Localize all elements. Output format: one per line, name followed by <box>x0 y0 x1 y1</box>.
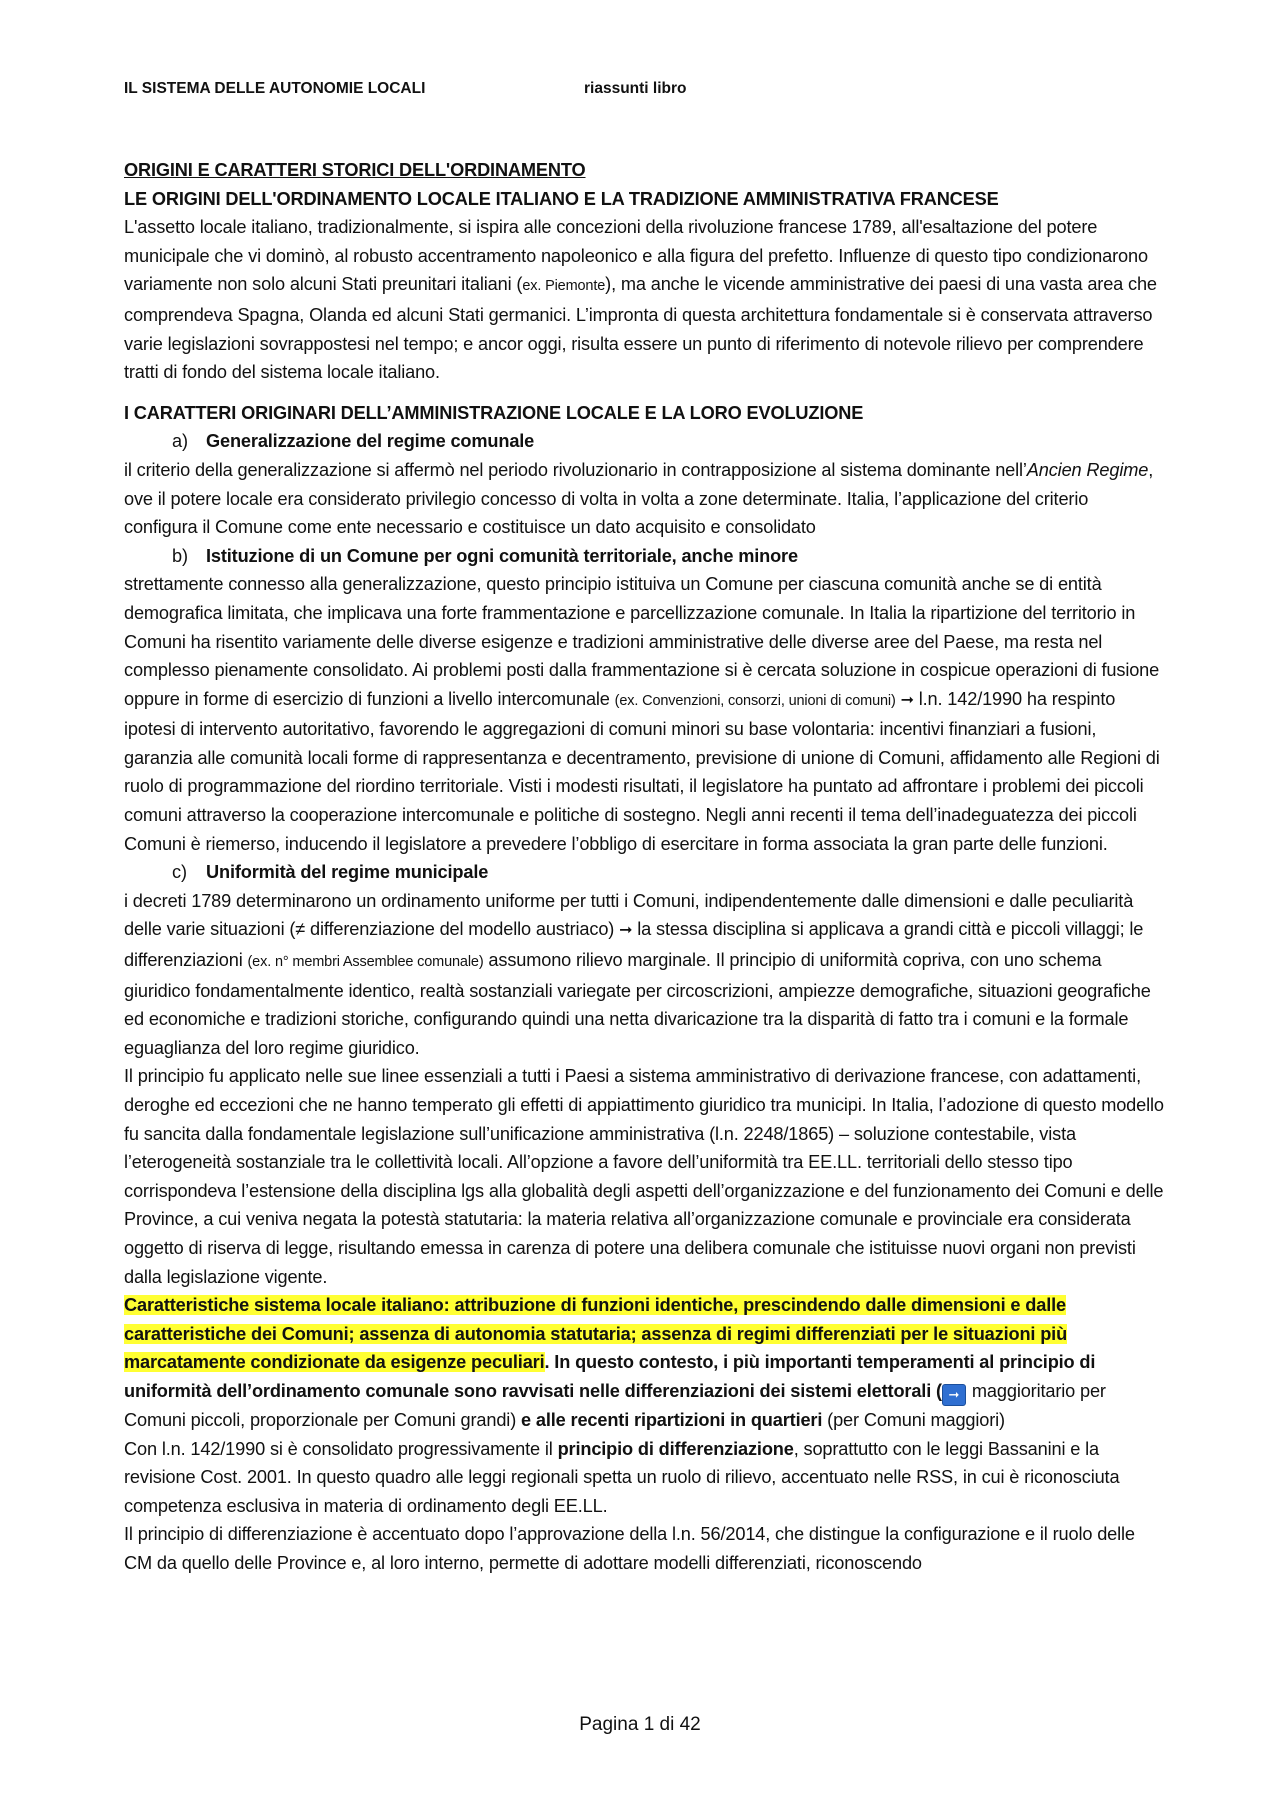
subheading-b: b) Istituzione di un Comune per ogni comunità territoriale, anche minore <box>172 545 798 566</box>
subheading-c: c) Uniformità del regime municipale <box>172 862 489 883</box>
subheading-a: a) Generalizzazione del regime comunale <box>172 431 535 452</box>
document-body <box>124 156 1164 1578</box>
paragraph-c2: Il principio fu applicato nelle sue linee essenziali a tutti i Paesi a sistema amministrativo di derivazione francese, con adattamenti, deroghe ed eccezioni che ne hanno temperato gli effetti di appiattimento giuridico tra municipi. In Italia, l’adozione di questo modello fu sancita dalla fondamentale legislazione sull’unificazione amministrativa (l.n. 2248/1865) – soluzione contestabile, vista l’eterogeneità sostanziale tra le collettività locali. All’opzione a favore dell’uniformità tra EE.LL. territoriali dello stesso tipo corrispondeva l’estensione della disciplina lgs alla globalità degli aspetti dell’organizzazione e del funzionamento dei Comuni e delle Province, a cui veniva negata la potestà statutaria: la materia relativa all’organizzazione comunale e provinciale era considerata oggetto di riserva di legge, risultando emessa in carenza di potere una delibera comunale che istituisse nuovi organi non previsti dalla legislazione vigente. <box>124 1066 1164 1287</box>
page-header <box>124 80 687 98</box>
paragraph-b: strettamente connesso alla generalizzazione, questo principio istituiva un Comune per ciascuna comunità anche se di entità demografica limitata, che implicava una forte frammentazione e parcellizzazione comunale. In Italia la ripartizione del territorio in Comuni ha risentito variamente delle diverse esigenze e tradizioni amministrative delle diverse aree del Paese, ma resta nel complesso pienamente consolidato. Ai problemi posti dalla frammentazione si è cercata soluzione in cospicue operazioni di fusione oppure in forme di esercizio di funzioni a livello intercomunale (ex. Convenzioni, consorzi, unioni di comuni) ➞ l.n. 142/1990 ha respinto ipotesi di intervento autoritativo, favorendo le aggregazioni di comuni minori su base volontaria: incentivi finanziari a fusioni, garanzia alle comunità locali forme di rappresentanza e decentramento, previsione di unione di Comuni, affidamento alle Regioni di ruolo di programmazione del riordino territoriale. Visti i modesti risultati, il legislatore ha puntato ad affrontare i problemi dei piccoli comuni attraverso la cooperazione intercomunale e politiche di sostegno. Negli anni recenti il tema dell’inadeguatezza dei piccoli Comuni è riemerso, inducendo il legislatore a prevedere l’obbligo di esercitare in forma associata la gran parte delle funzioni. <box>124 574 1160 854</box>
arrow-icon: ➞ <box>900 691 914 709</box>
paragraph-c4: Con l.n. 142/1990 si è consolidato progressivamente il principio di differenziazione, soprattutto con le leggi Bassanini e la revisione Cost. 2001. In questo quadro alle leggi regionali spetta un ruolo di rilievo, accentuato nelle RSS, in cui è riconosciuta competenza esclusiva in materia di ordinamento degli EE.LL. <box>124 1438 1120 1516</box>
page-number: Pagina 1 di 42 <box>579 1714 701 1735</box>
paragraph-a: il criterio della generalizzazione si affermò nel periodo rivoluzionario in contrapposizione al sistema dominante nell’Ancien Regime, ove il potere locale era considerato privilegio concesso di volta in volta a zone determinate. Italia, l’applicazione del criterio configura il Comune come ente necessario e costituisce un dato acquisito e consolidato <box>124 459 1154 538</box>
highlighted-text: Caratteristiche sistema locale italiano: attribuzione di funzioni identiche, prescindendo dalle dimensioni e dalle caratteristiche dei Comuni; assenza di autonomia statutaria; assenza di regimi differenziati per le situazioni più marcatamente condizionate da esigenze peculiari <box>124 1295 1068 1373</box>
paragraph-origins: L'assetto locale italiano, tradizionalmente, si ispira alle concezioni della rivoluzione francese 1789, all'esaltazione del potere municipale che vi dominò, al robusto accentramento napoleonico e alla figura del prefetto. Influenze di questo tipo condizionarono variamente non solo alcuni Stati preunitari italiani (ex. Piemonte), ma anche le vicende amministrative dei paesi di una vasta area che comprendeva Spagna, Olanda ed alcuni Stati germanici. L’impronta di questa architettura fondamentale si è conservata attraverso varie legislazioni sovrappostesi nel tempo; e ancor oggi, risulta essere un punto di riferimento di notevole rilievo per comprendere tratti di fondo del sistema locale italiano. <box>124 217 1157 383</box>
header-title: IL SISTEMA DELLE AUTONOMIE LOCALI <box>124 80 426 97</box>
arrow-icon: ➞ <box>619 922 633 940</box>
section-title: ORIGINI E CARATTERI STORICI DELL'ORDINAMENTO <box>124 160 586 180</box>
paragraph-c3: Caratteristiche sistema locale italiano: attribuzione di funzioni identiche, prescindendo dalle dimensioni e dalle caratteristiche dei Comuni; assenza di autonomia statutaria; assenza di regimi differenziati per le situazioni più marcatamente condizionate da esigenze peculiari. In questo contesto, i più importanti temperamenti al principio di uniformità dell’ordinamento comunale sono ravvisati nelle differenziazioni dei sistemi elettorali ( ➞ maggioritario per Comuni piccoli, proporzionale per Comuni grandi) e alle recenti ripartizioni in quartieri (per Comuni maggiori) <box>124 1295 1106 1430</box>
section-heading-characters: I CARATTERI ORIGINARI DELL’AMMINISTRAZIONE LOCALE E LA LORO EVOLUZIONE <box>124 402 864 423</box>
section-subtitle: LE ORIGINI DELL'ORDINAMENTO LOCALE ITALIANO E LA TRADIZIONE AMMINISTRATIVA FRANCESE <box>124 188 999 209</box>
paragraph-c1: i decreti 1789 determinarono un ordinamento uniforme per tutti i Comuni, indipendentemente dalle dimensioni e dalle peculiarità delle varie situazioni (≠ differenziazione del modello austriaco) ➞ la stessa disciplina si applicava a grandi città e piccoli villaggi; le differenziazioni (ex. n° membri Assemblee comunale) assumono rilievo marginale. Il principio di uniformità copriva, con uno schema giuridico fondamentalmente identico, realtà sostanziali variegate per circoscrizioni, ampiezze demografiche, situazioni geografiche ed economiche e tradizioni storiche, configurando quindi una netta divaricazione tra la disparità di fatto tra i comuni e la formale eguaglianza del loro regime giuridico. <box>124 890 1151 1058</box>
paragraph-c5: Il principio di differenziazione è accentuato dopo l’approvazione della l.n. 56/2014, che distingue la configurazione e il ruolo delle CM da quello delle Province e, al loro interno, permette di adottare modelli differenziati, riconoscendo <box>124 1524 1135 1573</box>
header-subtitle: riassunti libro <box>584 80 687 97</box>
arrow-right-icon: ➞ <box>942 1384 966 1406</box>
